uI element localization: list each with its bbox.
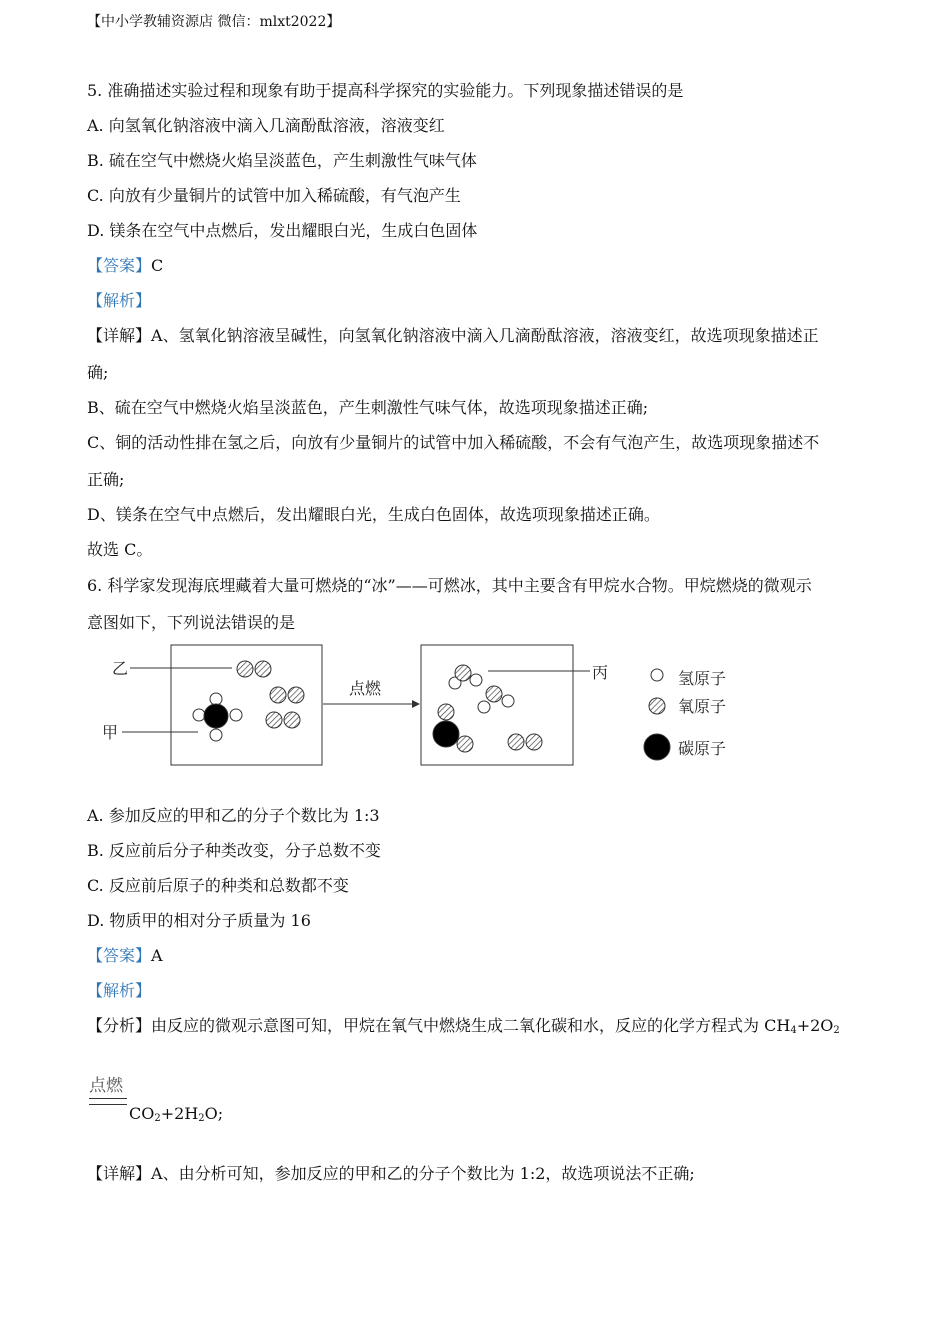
oxygen-atom	[284, 712, 300, 728]
q5-detail-a-2: 确;	[87, 363, 109, 382]
legend-oxygen-label: 氧原子	[678, 697, 727, 716]
oxygen-atom	[288, 687, 304, 703]
q5-detail-b: B、硫在空气中燃烧火焰呈淡蓝色，产生刺激性气味气体，故选项现象描述正确;	[87, 398, 649, 417]
q6-fenxi	[87, 1016, 840, 1036]
q5-stem: 5. 准确描述实验过程和现象有助于提高科学探究的实验能力。下列现象描述错误的是	[87, 81, 684, 100]
arrow-label: 点燃	[349, 679, 382, 698]
q5-answer	[87, 256, 163, 276]
equation-rhs: $CO_2+2H_2O$;	[129, 1104, 224, 1124]
legend-carbon-label: 碳原子	[678, 739, 727, 758]
oxygen-atom	[266, 712, 282, 728]
q6-analysis-label: 【解析】	[87, 981, 152, 1000]
q6-stem-1: 6. 科学家发现海底埋藏着大量可燃烧的“冰”——可燃冰，其中主要含有甲烷水合物。甲烷燃烧的微观示	[87, 576, 812, 595]
detail-label: 【详解】	[87, 326, 152, 345]
equation-lhs: $CH_4+2O_2$	[764, 1016, 840, 1036]
detail-label: 【详解】	[87, 1164, 152, 1183]
q6-option-d: D. 物质甲的相对分子质量为 16	[87, 911, 311, 930]
label-bing: 丙	[592, 663, 609, 682]
page-header: 【中小学教辅资源店 微信：mlxt2022】	[87, 14, 341, 30]
q5-detail-a-1	[87, 326, 819, 346]
oxygen-atom	[486, 686, 502, 702]
q6-stem-2: 意图如下，下列说法错误的是	[87, 613, 296, 632]
q5-conclusion: 故选 C。	[87, 540, 153, 559]
legend-hydrogen-label: 氢原子	[678, 669, 727, 688]
q6-answer	[87, 946, 163, 966]
hydrogen-atom	[230, 709, 242, 721]
hydrogen-atom	[210, 729, 222, 741]
equation-equals-bars	[89, 1098, 127, 1105]
q5-detail-c-1: C、铜的活动性排在氢之后，向放有少量铜片的试管中加入稀硫酸，不会有气泡产生，故选项现象描述不	[87, 433, 820, 452]
carbon-atom	[433, 721, 459, 747]
hydrogen-atom	[210, 693, 222, 705]
hydrogen-atom	[470, 674, 482, 686]
answer-value: C	[151, 256, 164, 275]
legend-hydrogen-icon	[651, 669, 663, 681]
fenxi-label: 【分析】	[87, 1016, 152, 1035]
q5-option-d: D. 镁条在空气中点燃后，发出耀眼白光，生成白色固体	[87, 221, 478, 240]
q6-detail-a	[87, 1164, 695, 1184]
reaction-diagram	[98, 640, 738, 772]
hydrogen-atom	[193, 709, 205, 721]
arrow-head	[412, 700, 420, 708]
equation-condition: 点燃	[89, 1076, 123, 1096]
q6-option-b: B. 反应前后分子种类改变，分子总数不变	[87, 841, 381, 860]
hydrogen-atom	[478, 701, 490, 713]
q6-option-c: C. 反应前后原子的种类和总数都不变	[87, 876, 349, 895]
legend-carbon-icon	[644, 734, 670, 760]
oxygen-atom	[455, 665, 471, 681]
q5-detail-c-2: 正确;	[87, 470, 125, 489]
label-yi: 乙	[112, 659, 129, 678]
oxygen-atom	[438, 704, 454, 720]
q6-option-a: A. 参加反应的甲和乙的分子个数比为 1:3	[87, 806, 380, 825]
q5-analysis-label: 【解析】	[87, 291, 152, 310]
answer-label: 【答案】	[87, 256, 152, 275]
detail-a-text: A、氢氧化钠溶液呈碱性，向氢氧化钠溶液中滴入几滴酚酞溶液，溶液变红，故选项现象描述正	[151, 326, 819, 345]
answer-label: 【答案】	[87, 946, 152, 965]
hydrogen-atom	[502, 695, 514, 707]
oxygen-atom	[237, 661, 253, 677]
answer-value: A	[151, 946, 163, 965]
label-jia: 甲	[102, 723, 119, 742]
q5-detail-d: D、镁条在空气中点燃后，发出耀眼白光，生成白色固体，故选项现象描述正确。	[87, 505, 660, 524]
carbon-atom	[204, 704, 228, 728]
oxygen-atom	[255, 661, 271, 677]
oxygen-atom	[508, 734, 524, 750]
legend-oxygen-icon	[649, 698, 665, 714]
oxygen-atom	[270, 687, 286, 703]
oxygen-atom	[457, 736, 473, 752]
fenxi-text: 由反应的微观示意图可知，甲烷在氧气中燃烧生成二氧化碳和水，反应的化学方程式为	[151, 1016, 765, 1035]
q5-option-a: A. 向氢氧化钠溶液中滴入几滴酚酞溶液，溶液变红	[87, 116, 445, 135]
detail-a-text: A、由分析可知，参加反应的甲和乙的分子个数比为 1:2，故选项说法不正确;	[151, 1164, 695, 1183]
q5-option-c: C. 向放有少量铜片的试管中加入稀硫酸，有气泡产生	[87, 186, 461, 205]
q5-option-b: B. 硫在空气中燃烧火焰呈淡蓝色，产生刺激性气味气体	[87, 151, 477, 170]
oxygen-atom	[526, 734, 542, 750]
